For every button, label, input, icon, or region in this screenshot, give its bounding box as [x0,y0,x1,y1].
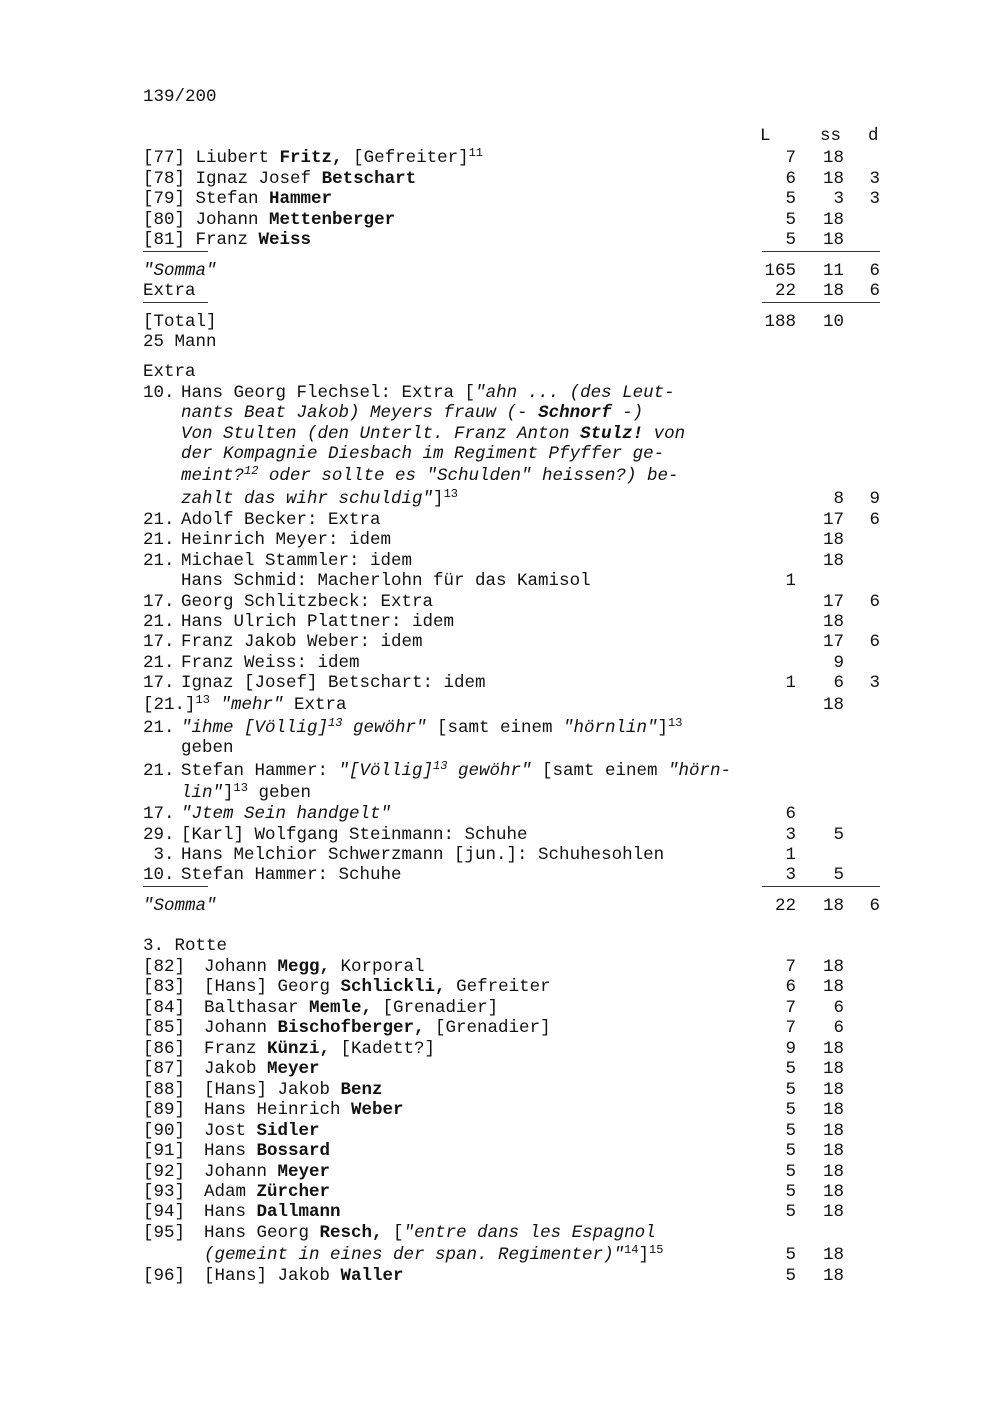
entry-text: Hans Georg Flechsel: Extra ["ahn ... (des Leut- [181,383,675,403]
somma-d: 6 [869,261,880,281]
somma-label: "Somma" [143,261,217,281]
entry-number: 21. [143,718,175,738]
entry-text: nants Beat Jakob) Meyers frauw (- Schnorf -) [181,403,644,423]
row-name: Johann Meyer [204,1162,331,1182]
value-ss: 18 [822,957,844,977]
entry-number: 21. [143,653,175,673]
row-name: Hans Georg Resch, ["entre dans les Espagnol [204,1223,656,1243]
entry-text: Adolf Becker: Extra [181,510,381,530]
value-ss: 18 [822,1202,844,1222]
divider-right [762,302,880,303]
somma-ss: 18 [822,896,844,916]
value-ss: 18 [822,1162,844,1182]
value-ss: 3 [833,189,844,209]
entry-number: 17. [143,592,175,612]
row-id: [96] [143,1266,186,1286]
rotte-heading: 3. Rotte [143,936,228,956]
entry-text: geben [181,738,234,758]
value-l: 5 [785,1266,796,1286]
value-l: 3 [785,865,796,885]
row-note: (gemeint in eines der span. Regimenter)"$^{14}$]$^{15}$ [204,1243,664,1265]
row-name: Hans Dallmann [204,1202,341,1222]
value-l: 5 [785,1162,796,1182]
row-surname: Weiss [258,230,312,250]
value-ss: 18 [822,551,844,571]
value-ss: 18 [822,1080,844,1100]
entry-text: lin"]$^{13}$ geben [181,781,311,803]
column-header-d: d [868,126,879,146]
value-ss: 18 [822,530,844,550]
total-l: 188 [764,312,796,332]
extra-ss: 18 [822,281,844,301]
value-l: 7 [785,957,796,977]
entry-text: Von Stulten (den Unterlt. Franz Anton Stulz! von [181,424,686,444]
table-row [143,210,395,230]
entry-text: Stefan Hammer: Schuhe [181,865,402,885]
row-id: [87] [143,1059,186,1079]
value-d: 6 [869,510,880,530]
column-header-ss: ss [820,126,842,146]
value-l: 5 [785,1059,796,1079]
entry-text: $[21.]^{13}$ "mehr" Extra [143,693,347,715]
value-ss: 18 [822,1059,844,1079]
row-id: [92] [143,1162,186,1182]
entry-text: Stefan Hammer: "[Völlig]$^{13}$ gewöhr" [samt einem "hörn- [181,759,732,781]
value-l: 5 [785,1202,796,1222]
entry-number: 21. [143,551,175,571]
table-row [143,230,311,250]
entry-number: 21. [143,612,175,632]
value-ss: 17 [822,510,844,530]
row-id: [81] [143,230,186,250]
entry-text: Ignaz [Josef] Betschart: idem [181,673,486,693]
entry-number: 3. [143,845,175,865]
row-name: [Hans] Georg Schlickli, Gefreiter [204,977,551,997]
row-name: Jakob Meyer [204,1059,320,1079]
row-name: Franz Künzi, [Kadett?] [204,1039,436,1059]
row-name: Johann [195,210,270,230]
value-l: 6 [785,169,796,189]
entry-number: 10. [143,383,175,403]
value-ss: 18 [822,695,844,715]
table-row [143,189,332,209]
row-name: Johann Megg, Korporal [204,957,425,977]
entry-text: [Karl] Wolfgang Steinmann: Schuhe [181,825,528,845]
somma-label: "Somma" [143,896,217,916]
row-id: [80] [143,210,186,230]
row-id: [93] [143,1182,186,1202]
value-d: 6 [869,592,880,612]
entry-number: 21. [143,510,175,530]
entry-text: "Jtem Sein handgelt" [181,804,392,824]
extra-heading: Extra [143,362,196,382]
somma-d: 6 [869,896,880,916]
row-surname: Betschart [321,169,417,189]
entry-text: der Kompagnie Diesbach im Regiment Pfyffer ge- [181,444,665,464]
value-ss: 18 [822,210,844,230]
row-id: [79] [143,189,186,209]
value-ss: 18 [822,148,844,168]
value-l: 1 [785,845,796,865]
value-ss: 18 [822,1266,844,1286]
entry-text: Hans Ulrich Plattner: idem [181,612,455,632]
row-name: Jost Sidler [204,1121,320,1141]
row-surname: Fritz, [279,148,343,168]
row-rank: [Gefreiter] [342,148,469,168]
row-name: Hans Bossard [204,1141,331,1161]
row-name: [Hans] Jakob Waller [204,1266,404,1286]
entry-number: 17. [143,673,175,693]
table-row [143,148,483,168]
row-id: [86] [143,1039,186,1059]
value-l: 5 [785,1141,796,1161]
divider-right [762,251,880,252]
row-name: [Hans] Jakob Benz [204,1080,383,1100]
value-ss: 18 [822,230,844,250]
divider-left [143,251,208,252]
value-ss: 18 [822,1121,844,1141]
entry-number: 29. [143,825,175,845]
value-l: 5 [785,1100,796,1120]
row-id: [77] [143,148,186,168]
value-ss: 8 [833,489,844,509]
row-name: Johann Bischofberger, [Grenadier] [204,1018,551,1038]
row-id: [78] [143,169,186,189]
entry-number: 17. [143,632,175,652]
value-l: 5 [785,1182,796,1202]
row-id: [94] [143,1202,186,1222]
value-ss: 6 [833,1018,844,1038]
value-ss: 6 [833,998,844,1018]
mann-count: 25 Mann [143,332,217,352]
total-label: [Total] [143,312,217,332]
value-ss: 5 [833,825,844,845]
value-l: 5 [785,1121,796,1141]
entry-text: Hans Melchior Schwerzmann [jun.]: Schuhesohlen [181,845,665,865]
value-d: 3 [869,189,880,209]
value-ss: 18 [822,1039,844,1059]
value-l: 3 [785,825,796,845]
value-ss: 18 [822,1245,844,1265]
divider-left [143,886,208,887]
footnote-ref: 11 [468,146,483,160]
row-name: Franz [195,230,259,250]
value-l: 6 [785,977,796,997]
value-ss: 18 [822,1100,844,1120]
entry-text: Hans Schmid: Macherlohn für das Kamisol [181,571,591,591]
row-id: [90] [143,1121,186,1141]
value-ss: 18 [822,612,844,632]
row-id: [83] [143,977,186,997]
entry-number: 10. [143,865,175,885]
entry-text: "ihme [Völlig]$^{13}$ gewöhr" [samt einem "hörnlin"]$^{13}$ [181,716,683,738]
value-l: 5 [785,189,796,209]
divider-left [143,302,208,303]
value-l: 1 [785,571,796,591]
value-l: 5 [785,1245,796,1265]
value-d: 3 [869,673,880,693]
value-ss: 18 [822,977,844,997]
row-name: Liubert [195,148,280,168]
row-surname: Hammer [269,189,333,209]
row-name: Ignaz Josef [195,169,322,189]
row-id: [89] [143,1100,186,1120]
extra-d: 6 [869,281,880,301]
value-d: 9 [869,489,880,509]
entry-text: Heinrich Meyer: idem [181,530,392,550]
row-id: [84] [143,998,186,1018]
entry-text: Franz Weiss: idem [181,653,360,673]
value-ss: 5 [833,865,844,885]
value-d: 6 [869,632,880,652]
row-name: Hans Heinrich Weber [204,1100,404,1120]
table-row [143,169,416,189]
somma-l: 22 [774,896,796,916]
value-l: 7 [785,1018,796,1038]
row-id: [88] [143,1080,186,1100]
entry-text: Georg Schlitzbeck: Extra [181,592,434,612]
value-l: 5 [785,210,796,230]
value-d: 3 [869,169,880,189]
divider-right [762,886,880,887]
row-name: Stefan [195,189,270,209]
value-ss: 17 [822,632,844,652]
row-id: [95] [143,1223,186,1243]
column-header-l: L [760,126,771,146]
value-ss: 17 [822,592,844,612]
page-number: 139/200 [143,87,217,107]
value-ss: 6 [833,673,844,693]
row-name: Balthasar Memle, [Grenadier] [204,998,499,1018]
value-ss: 18 [822,169,844,189]
entry-text: Franz Jakob Weber: idem [181,632,423,652]
total-ss: 10 [822,312,844,332]
value-l: 1 [785,673,796,693]
row-id: [85] [143,1018,186,1038]
entry-text: meint?$^{12}$ oder sollte es "Schulden" heissen?) be- [181,464,679,486]
entry-number: 17. [143,804,175,824]
value-ss: 18 [822,1182,844,1202]
value-l: 7 [785,148,796,168]
entry-number: 21. [143,530,175,550]
extra-label: Extra [143,281,196,301]
row-name: Adam Zürcher [204,1182,331,1202]
value-ss: 9 [833,653,844,673]
value-l: 9 [785,1039,796,1059]
value-ss: 18 [822,1141,844,1161]
entry-number: 21. [143,761,175,781]
extra-l: 22 [774,281,796,301]
value-l: 6 [785,804,796,824]
row-id: [82] [143,957,186,977]
somma-l: 165 [764,261,796,281]
entry-text: zahlt das wihr schuldig"]$^{13}$ [181,487,458,509]
somma-ss: 11 [822,261,844,281]
entry-text: Michael Stammler: idem [181,551,413,571]
value-l: 5 [785,1080,796,1100]
value-l: 7 [785,998,796,1018]
row-id: [91] [143,1141,186,1161]
row-surname: Mettenberger [269,210,396,230]
value-l: 5 [785,230,796,250]
